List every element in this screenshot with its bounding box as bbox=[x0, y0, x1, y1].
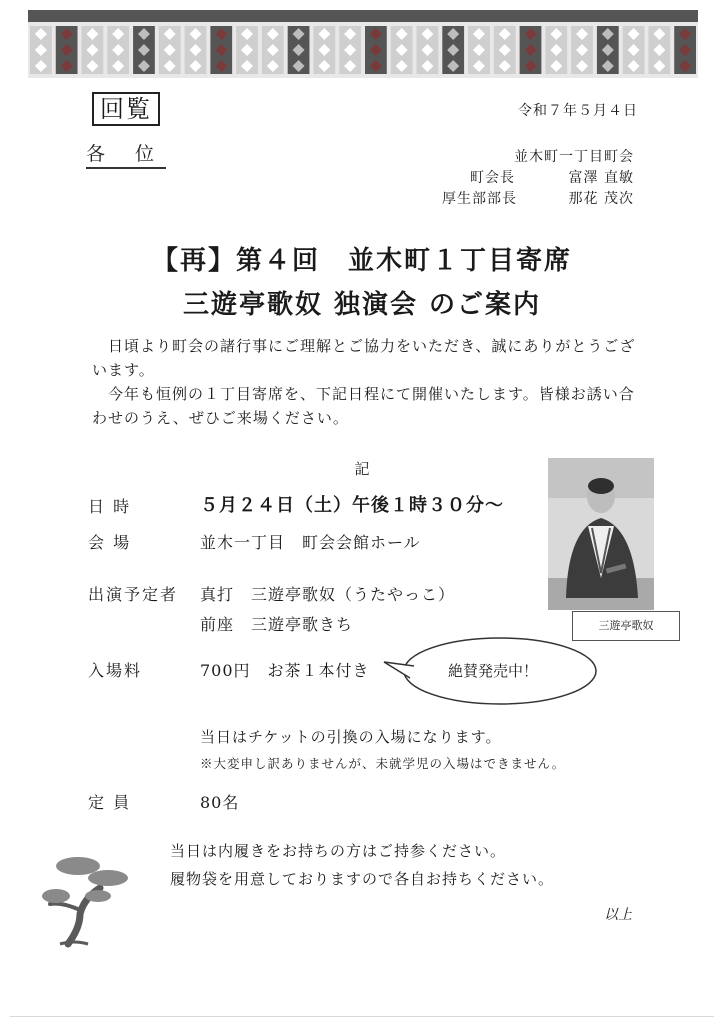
page-subtitle: 三遊亭歌奴 独演会 のご案内 bbox=[182, 290, 542, 320]
sale-badge-text: 絶賛発売中！ bbox=[448, 662, 539, 680]
greeting-paragraph: 日頃より町会の諸行事にご理解とご協力をいただき、誠にありがとうございます。 bbox=[92, 337, 636, 379]
closing-line-1: 当日は内履きをお持ちの方はご持参ください。 bbox=[170, 842, 507, 860]
performers-label: 出演予定者 bbox=[88, 585, 179, 604]
closing-ijou: 以上 bbox=[604, 907, 632, 923]
band-top-stripe bbox=[28, 10, 698, 22]
preschool-note: ※大変申し訳ありませんが、未就学児の入場はできません。 bbox=[200, 756, 566, 771]
welfare-name: 那花 茂次 bbox=[568, 191, 634, 207]
capacity-value: 80名 bbox=[200, 793, 240, 812]
organization-name: 並木町一丁目町会 bbox=[514, 149, 634, 165]
closing-line-2: 履物袋を用意しておりますので各自お持ちください。 bbox=[170, 870, 555, 888]
page-title: 【再】第４回 並木町１丁目寄席 bbox=[151, 246, 572, 276]
date-label: 日 時 bbox=[88, 497, 132, 516]
ticket-note: 当日はチケットの引換の入場になります。 bbox=[200, 728, 502, 746]
chair-name: 富澤 直敏 bbox=[568, 170, 634, 186]
welfare-role: 厚生部部長 bbox=[442, 191, 517, 207]
performer-main: 真打 三遊亭歌奴（うたやっこ） bbox=[200, 585, 456, 604]
performer-opening: 前座 三遊亭歌きち bbox=[200, 615, 354, 634]
circulation-stamp: 回覧 bbox=[92, 92, 160, 126]
capacity-label: 定 員 bbox=[88, 793, 132, 812]
fee-label: 入場料 bbox=[88, 661, 143, 680]
issue-date: 令和７年５月４日 bbox=[518, 103, 638, 119]
ki-heading: 記 bbox=[354, 460, 370, 478]
performer-photo bbox=[548, 458, 654, 610]
decorative-pattern-band bbox=[28, 10, 698, 78]
recipient-heading: 各 位 bbox=[86, 139, 166, 169]
chair-role: 町会長 bbox=[470, 170, 515, 186]
pine-tree-icon bbox=[40, 848, 140, 948]
photo-caption: 三遊亭歌奴 bbox=[572, 611, 680, 641]
date-value: ５月２４日（土）午後１時３０分〜 bbox=[200, 495, 504, 516]
page-edge-line bbox=[10, 1016, 714, 1017]
venue-value: 並木一丁目 町会会館ホール bbox=[200, 533, 421, 552]
fee-value: 700円 お茶１本付き bbox=[200, 661, 370, 680]
venue-label: 会 場 bbox=[88, 533, 132, 552]
announcement-paragraph: 今年も恒例の１丁目寄席を、下記日程にて開催いたします。皆様お誘い合わせのうえ、ぜひご来場ください。 bbox=[92, 385, 635, 427]
